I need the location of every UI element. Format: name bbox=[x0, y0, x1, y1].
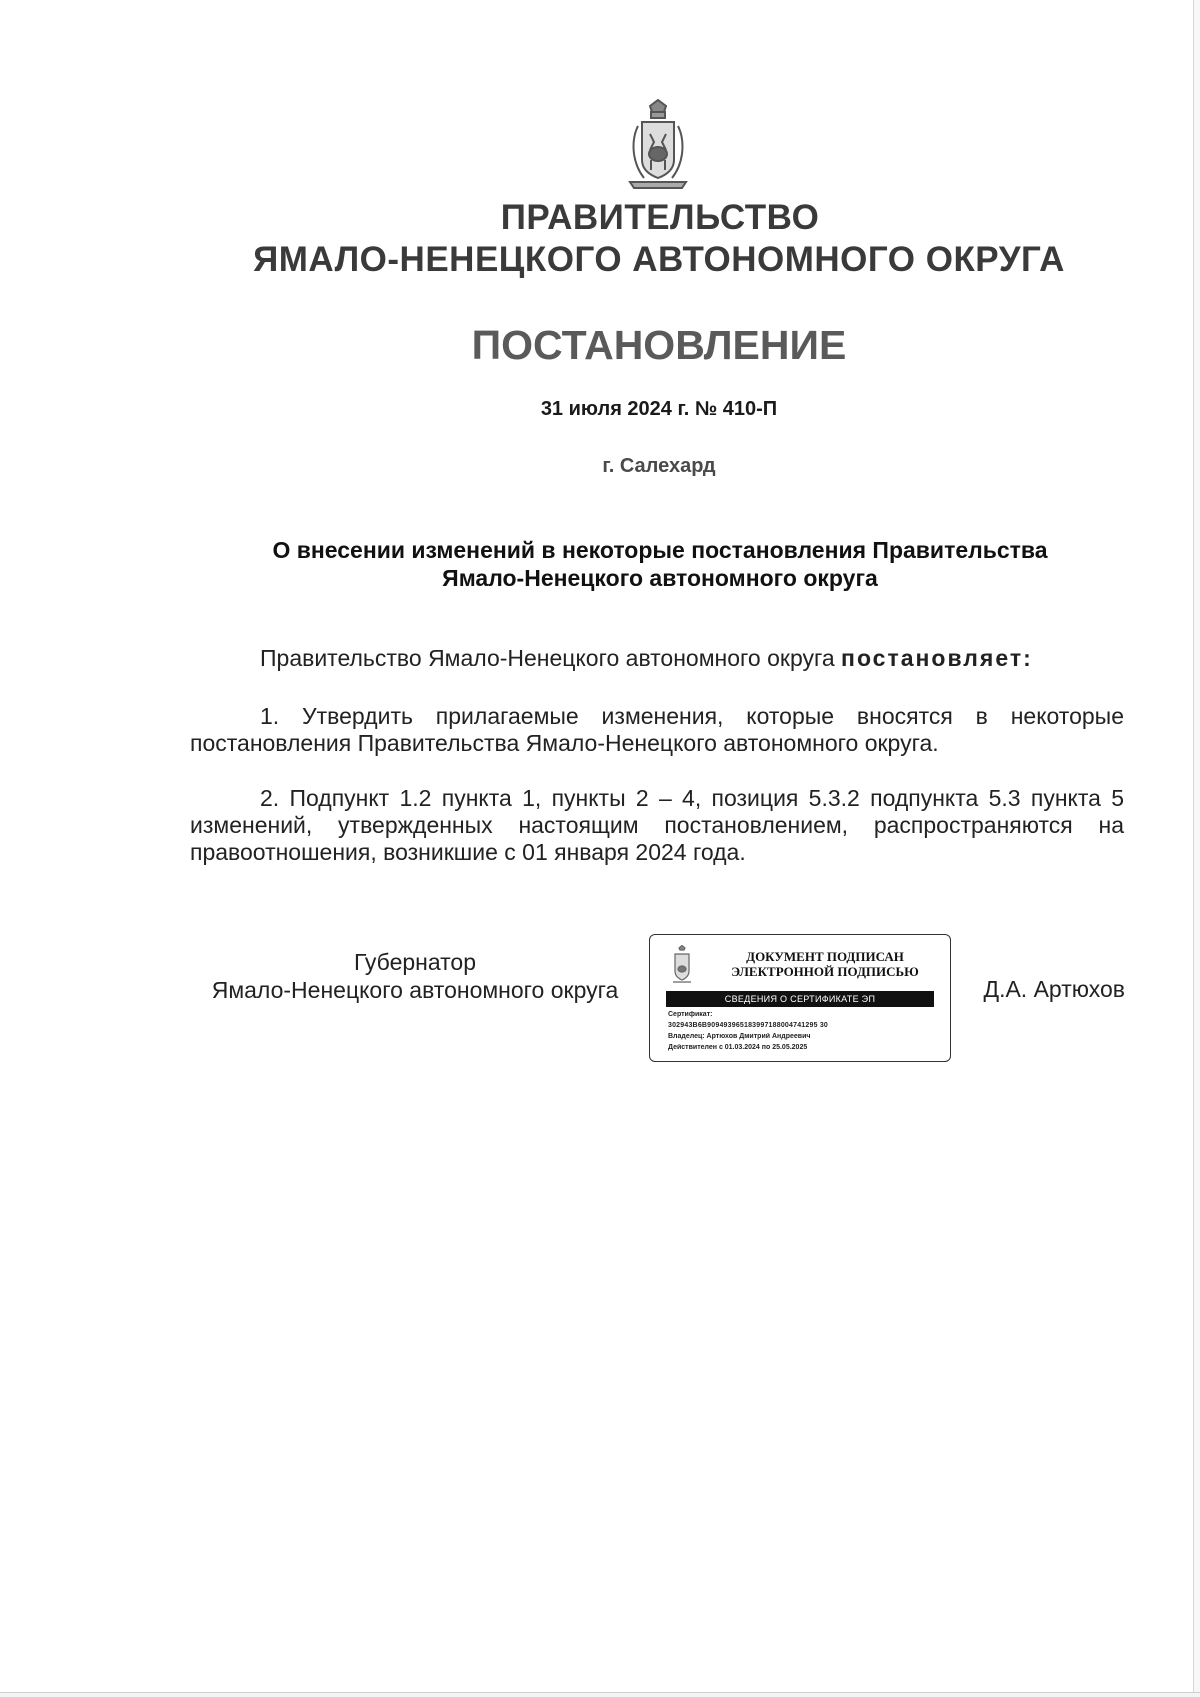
government-title-line1: ПРАВИТЕЛЬСТВО bbox=[500, 198, 820, 237]
coat-of-arms-icon bbox=[670, 945, 694, 985]
signer-title bbox=[190, 948, 640, 1004]
signer-name: Д.А. Артюхов bbox=[983, 976, 1125, 1002]
document-city: г. Салехард bbox=[602, 455, 716, 477]
page-edge-bottom bbox=[0, 1692, 1200, 1697]
stamp-owner: Владелец: Артюхов Дмитрий Андреевич bbox=[668, 1033, 811, 1040]
stamp-title bbox=[710, 949, 940, 979]
coat-of-arms-icon bbox=[620, 98, 696, 192]
stamp-validity: Действителен с 01.03.2024 по 25.05.2025 bbox=[668, 1044, 808, 1051]
stamp-certificate-bar: СВЕДЕНИЯ О СЕРТИФИКАТЕ ЭП bbox=[666, 991, 934, 1007]
document-date-number: 31 июля 2024 г. № 410-П bbox=[540, 398, 778, 420]
preamble-resolves: постановляет: bbox=[841, 645, 1033, 671]
stamp-certificate-label: Сертификат: bbox=[668, 1011, 713, 1018]
signer-title-line2: Ямало-Ненецкого автономного округа bbox=[211, 977, 619, 1003]
signer-title-line1: Губернатор bbox=[353, 949, 477, 975]
preamble bbox=[190, 645, 1124, 672]
government-title-line2: ЯМАЛО-НЕНЕЦКОГО АВТОНОМНОГО ОКРУГА bbox=[253, 240, 1065, 279]
preamble-text: Правительство Ямало-Ненецкого автономного округа bbox=[260, 645, 842, 671]
stamp-title-line1: ДОКУМЕНТ ПОДПИСАН bbox=[746, 949, 904, 964]
clause-2: 2. Подпункт 1.2 пункта 1, пункты 2 – 4, позиция 5.3.2 подпункта 5.3 пункта 5 изменений, утвержденных настоящим постановлением, распространяются на правоотношения, возникшие с 01 января 2024 года. bbox=[190, 785, 1124, 865]
subject-line2: Ямало-Ненецкого автономного округа bbox=[442, 565, 878, 591]
clause-1: 1. Утвердить прилагаемые изменения, которые вносятся в некоторые постановления Правительства Ямало-Ненецкого автономного округа. bbox=[190, 703, 1124, 756]
document-subject bbox=[190, 536, 1130, 592]
document-type: ПОСТАНОВЛЕНИЕ bbox=[471, 322, 847, 368]
electronic-signature-stamp bbox=[649, 934, 951, 1062]
stamp-title-line2: ЭЛЕКТРОННОЙ ПОДПИСЬЮ bbox=[731, 964, 919, 979]
stamp-certificate-value: 302943B6B909493965183997188004741295 30 bbox=[668, 1022, 829, 1029]
subject-line1: О внесении изменений в некоторые постановления Правительства bbox=[272, 537, 1048, 563]
